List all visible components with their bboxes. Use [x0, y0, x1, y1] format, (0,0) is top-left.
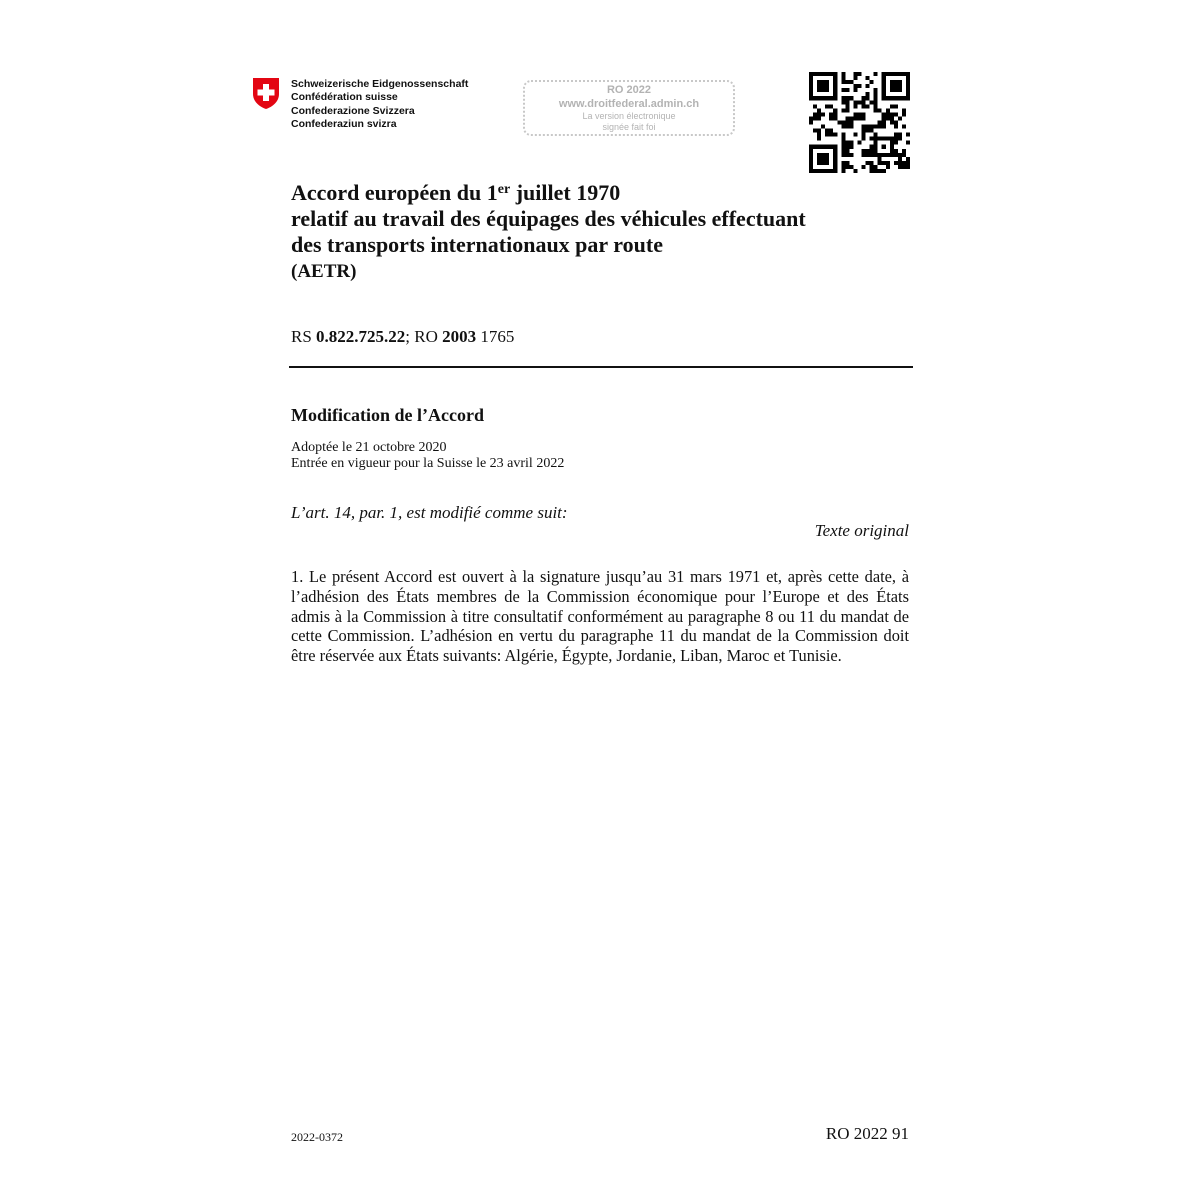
federal-names [291, 78, 468, 131]
original-text-label: Texte original [814, 521, 909, 540]
swiss-cross-shield-icon [252, 77, 280, 110]
section-heading: Modification de l’Accord [291, 405, 484, 425]
divider-rule [289, 366, 913, 368]
title-line-1-date: juillet 1970 [510, 180, 621, 205]
ro-page: 1765 [476, 327, 515, 346]
document-title [291, 180, 806, 258]
title-line-2: relatif au travail des équipages des véhicules effectuant [291, 206, 806, 231]
ro-label: ; RO [405, 327, 443, 346]
title-line-3: des transports internationaux par route [291, 232, 663, 257]
article-paragraph: 1. Le présent Accord est ouvert à la signature jusqu’au 31 mars 1971 et, après cette date, à l’adhésion des États membres de la Commission économique pour l’Europe et des États admis à la Commission à titre consultatif conformément au paragraphe 8 ou 11 du mandat de cette Commission. L’adhésion en vertu du paragraphe 11 du mandat de la Commission doit être réservée aux États suivants: Algérie, Égypte, Jordanie, Liban, Maroc et Tunisie. [291, 567, 909, 666]
title-line-1-text: Accord européen du 1 [291, 180, 498, 205]
stamp-url: www.droitfederal.admin.ch [558, 98, 700, 110]
federal-name-fr: Confédération suisse [291, 91, 398, 104]
in-force-date: Entrée en vigueur pour la Suisse le 23 avril 2022 [291, 455, 565, 471]
rs-number: 0.822.725.22 [316, 327, 406, 346]
title-line-1 [291, 180, 806, 206]
adopted-date: Adoptée le 21 octobre 2020 [291, 440, 447, 455]
stamp-note-1: La version électronique [582, 111, 676, 121]
ro-year: 2003 [442, 327, 477, 346]
adoption-info [291, 440, 564, 471]
federal-name-it: Confederazione Svizzera [291, 104, 415, 117]
amendment-intro: L’art. 14, par. 1, est modifié comme suit: [291, 503, 568, 522]
title-superscript: er [497, 182, 511, 197]
stamp-ro: RO 2022 [606, 84, 652, 96]
title-abbreviation: (AETR) [291, 261, 357, 282]
federal-name-de: Schweizerische Eidgenossenschaft [291, 78, 469, 90]
electronic-signature-stamp [523, 80, 735, 136]
stamp-note-2: signée fait foi [602, 122, 656, 132]
rs-label: RS [291, 327, 317, 346]
qr-code-icon [809, 72, 910, 173]
rs-reference [291, 327, 514, 347]
footer-doc-number: 2022-0372 [291, 1130, 343, 1144]
footer-ro-reference: RO 2022 91 [825, 1124, 909, 1143]
federal-name-rm: Confederaziun svizra [291, 117, 397, 130]
